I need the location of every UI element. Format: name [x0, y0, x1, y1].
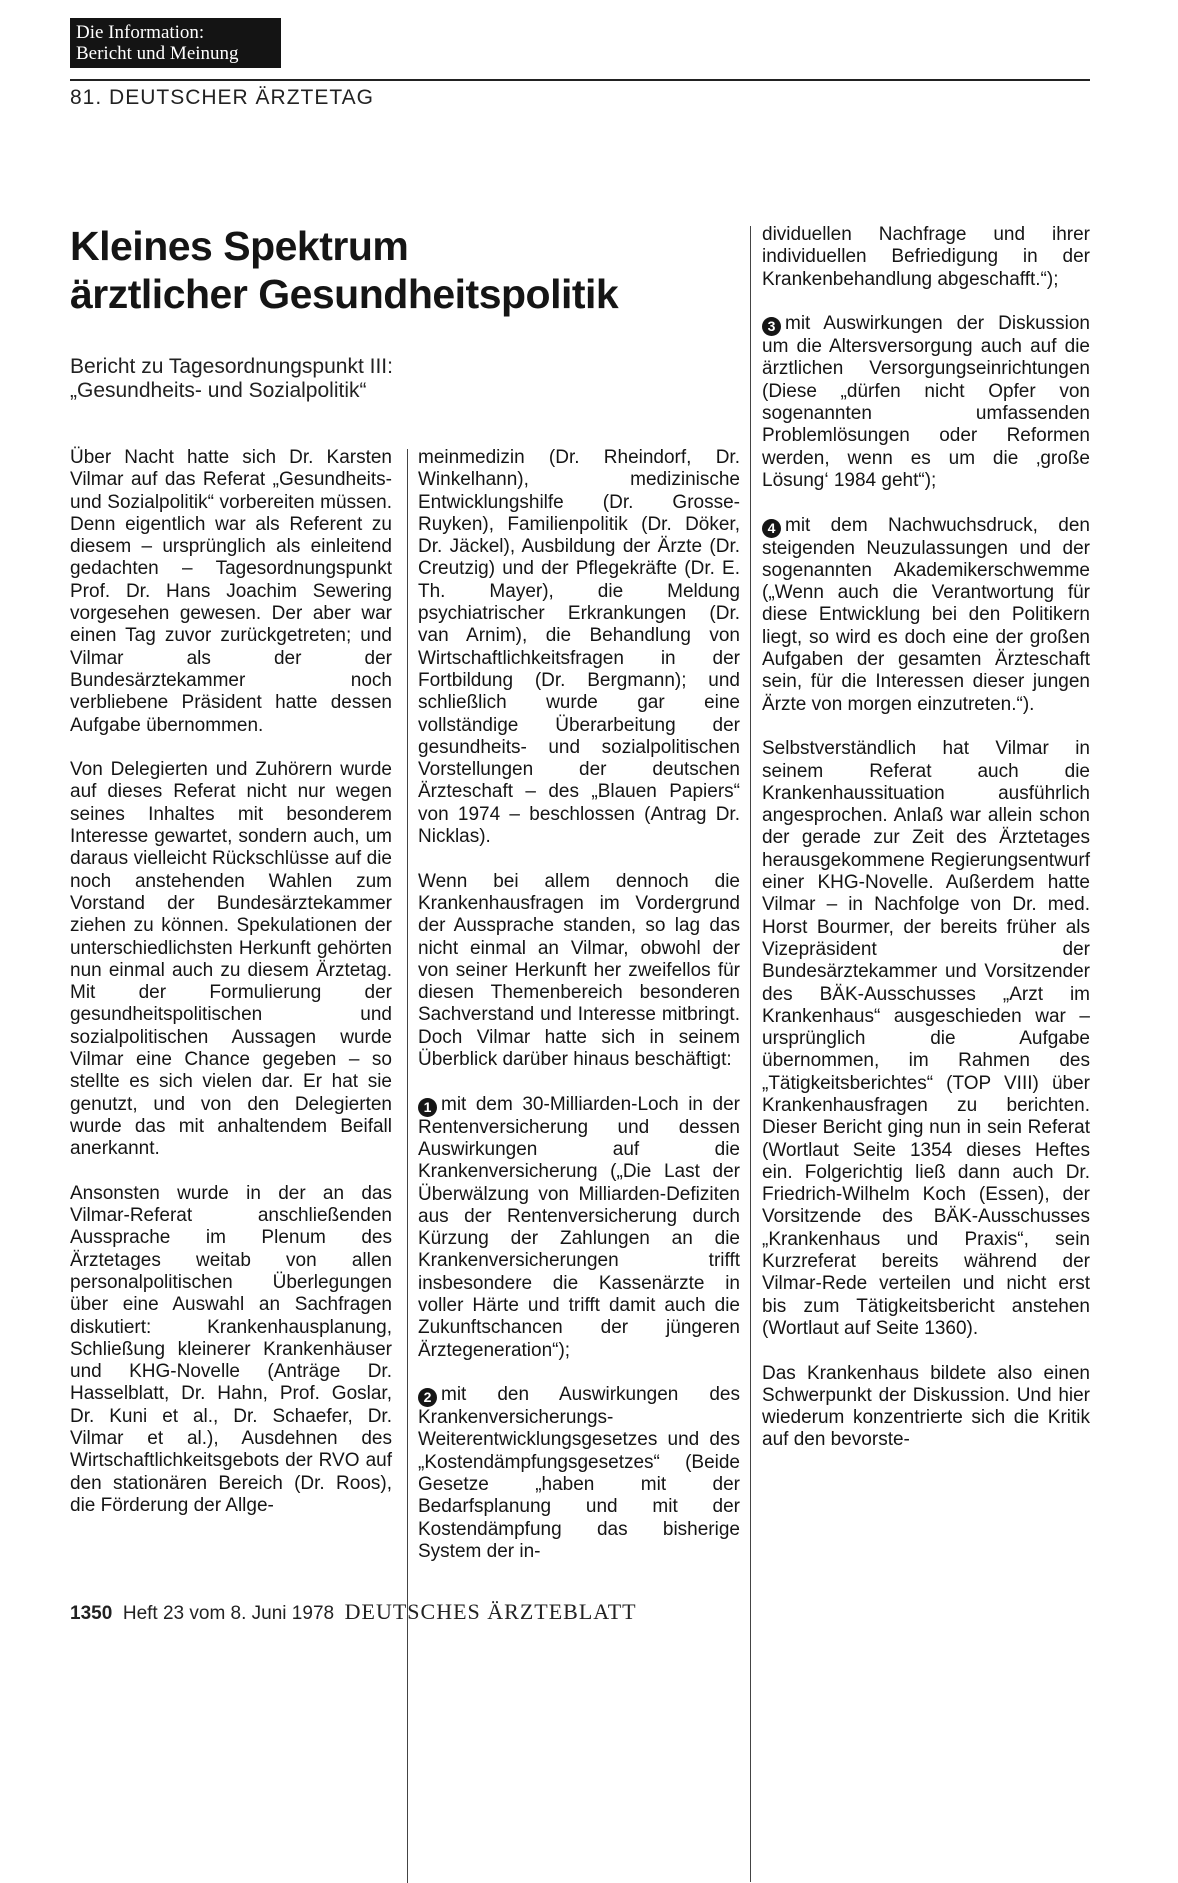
paragraph: Ansonsten wurde in der an das Vilmar-Referat anschließenden Aussprache im Plenum des Ärztetages weitab von allen personalpolitischen Überlegungen über eine Auswahl an Sachfragen diskutiert: Krankenhausplanung, Schließung kleinerer Krankenhäuser und KHG-Novelle (Anträge Dr. Hasselblatt, Dr. Hahn, Prof. Goslar, Dr. Kuni et al., Dr. Schaefer, Dr. Vilmar et al.), Ausdehnen des Wirtschaftlichkeitsgebots der RVO auf den stationären Bereich (Dr. Roos), die Förderung der Allge-	[70, 1182, 392, 1516]
issue-info: Heft 23 vom 8. Juni 1978	[122, 1603, 335, 1624]
column-3	[762, 224, 1090, 1474]
subheadline-line2: „Gesundheits- und Sozialpolitik“	[70, 379, 367, 402]
list-item-text: mit dem 30-Milliarden-Loch in der Rentenversicherung und dessen Auswirkungen auf die Krankenversicherung („Die Last der Überwälzung von Milliarden-Defiziten aus der Rentenversicherung durch Kürzung der Zahlungen an die Krankenversicherungen trifft insbesondere die Kassenärzte in voller Härte und trifft damit auch die Zukunftschancen der jüngeren Ärztegeneration“);	[418, 1093, 740, 1361]
column-divider	[750, 226, 751, 1882]
column-2	[418, 447, 740, 1586]
page-footer	[70, 1599, 637, 1625]
page-number: 1350	[70, 1603, 113, 1624]
paragraph: meinmedizin (Dr. Rheindorf, Dr. Winkelhann), medizinische Entwicklungshilfe (Dr. Grosse-Ruyken), Familienpolitik (Dr. Döker, Dr. Jäckel), Ausbildung der Ärzte (Dr. Creutzig) und der Pflegekräfte (Dr. E. Th. Mayer), die Meldung psychiatrischer Erkrankungen (Dr. van Arnim), die Behandlung von Wirtschaftlichkeitsfragen in der Fortbildung (Dr. Bergmann); und schließlich wurde gar eine vollständige Überarbeitung der gesundheits- und sozialpolitischen Vorstellungen der deutschen Ärzteschaft – des „Blauen Papiers“ von 1974 – beschlossen (Antrag Dr. Nicklas).	[418, 447, 740, 848]
section-tag-line2: Bericht und Meinung	[76, 43, 239, 64]
list-item-text: mit Auswirkungen der Diskussion um die Altersversorgung auch auf die ärztlichen Versorgungseinrichtungen (Diese „dürfen nicht Opfer von sogenannten umfassenden Problemlösungen oder Reformen werden, wenn es um die ‚große Lösung‘ 1984 geht“);	[762, 313, 1090, 491]
headline-line2: ärztlicher Gesundheitspolitik	[70, 271, 619, 317]
list-item-text: mit den Auswirkungen des Krankenversicherungs-Weiterentwicklungsgesetzes und des „Kostendämpfungsgesetzes“ (Beide Gesetze „haben mit der Bedarfsplanung und mit der Kostendämpfung das bisherige System der in-	[418, 1384, 740, 1562]
paragraph: Das Krankenhaus bildete also einen Schwerpunkt der Diskussion. Und hier wiederum konzentrierte sich die Kritik auf den bevorste-	[762, 1362, 1090, 1451]
header-rule	[70, 79, 1090, 81]
list-item	[762, 515, 1090, 716]
kicker: 81. DEUTSCHER ÄRZTETAG	[70, 86, 374, 109]
paragraph: Selbstverständlich hat Vilmar in seinem Referat auch die Krankenhaussituation ausführlich angesprochen. Anlaß war allein schon der gerade zur Zeit des Ärztetages herausgekommene Regierungsentwurf einer KHG-Novelle. Außerdem hatte Vilmar – in Nachfolge von Dr. med. Horst Bourmer, der bereits früher als Vizepräsident der Bundesärztekammer und Vorsitzender des BÄK-Ausschusses „Arzt im Krankenhaus“ ausgeschieden war – ursprünglich die Aufgabe übernommen, im Rahmen des „Tätigkeitsberichtes“ (TOP VIII) über Krankenhausfragen zu berichten. Dieser Bericht ging nun in sein Referat (Wortlaut Seite 1354 dieses Heftes ein. Folgerichtig ließ dann auch Dr. Friedrich-Wilhelm Koch (Essen), der Vorsitzende des BÄK-Ausschusses „Krankenhaus und Praxis“, sein Kurzreferat bereits während der Vilmar-Rede verteilen und nicht erst bis zum Tätigkeitsbericht anstehen (Wortlaut auf Seite 1360).	[762, 738, 1090, 1339]
subheadline-line1: Bericht zu Tagesordnungspunkt III:	[70, 355, 393, 378]
headline	[70, 222, 710, 318]
paragraph: Von Delegierten und Zuhörern wurde auf dieses Referat nicht nur wegen seines Inhaltes mit besonderem Interesse gewartet, sondern auch, um daraus vielleicht Rückschlüsse auf die noch anstehenden Wahlen zum Vorstand der Bundesärztekammer ziehen zu können. Spekulationen der unterschiedlichsten Herkunft gehörten nun einmal auch zu diesem Ärztetag. Mit der Formulierung der gesundheitspolitischen und sozialpolitischen Aussagen wurde Vilmar eine Chance gegeben – so stellte es sich vielen dar. Er hat sie genutzt, und von den Delegierten wurde das mit anhaltendem Beifall anerkannt.	[70, 759, 392, 1160]
number-bullet-icon: 4	[762, 519, 781, 538]
number-bullet-icon: 1	[418, 1098, 437, 1117]
column-1	[70, 447, 392, 1540]
column-divider	[407, 449, 408, 1883]
list-item-text: mit dem Nachwuchsdruck, den steigenden Neuzulassungen und der sogenannten Akademikerschwemme („Wenn auch die Verantwortung für diese Entwicklung bei den Politikern liegt, so wird es doch eine der großen Aufgaben der gesamten Ärzteschaft sein, für die Interessen dieser jungen Ärzte von morgen einzutreten.“).	[762, 514, 1090, 715]
subheadline	[70, 355, 670, 403]
list-item	[762, 313, 1090, 492]
number-bullet-icon: 2	[418, 1388, 437, 1407]
number-bullet-icon: 3	[762, 317, 781, 336]
paragraph: Über Nacht hatte sich Dr. Karsten Vilmar auf das Referat „Gesundheits- und Sozialpolitik“ vorbereiten müssen. Denn eigentlich war als Referent zu diesem – ursprünglich als einleitend gedachten – Tagesordnungspunkt Prof. Dr. Hans Joachim Sewering vorgesehen gewesen. Der aber war einen Tag zuvor zurückgetreten; und Vilmar als der der Bundesärztekammer noch verbliebene Präsident hatte dessen Aufgabe übernommen.	[70, 447, 392, 736]
headline-line1: Kleines Spektrum	[70, 223, 409, 269]
paragraph: dividuellen Nachfrage und ihrer individuellen Befriedigung in der Krankenbehandlung abgeschafft.“);	[762, 224, 1090, 290]
paragraph: Wenn bei allem dennoch die Krankenhausfragen im Vordergrund der Aussprache standen, so lag das nicht einmal an Vilmar, obwohl der von seiner Herkunft her zweifellos für diesen Themenbereich besonderen Sachverstand und Interesse mitbringt. Doch Vilmar hatte sich in seinem Überblick darüber hinaus beschäftigt:	[418, 870, 740, 1071]
list-item	[418, 1384, 740, 1563]
list-item	[418, 1094, 740, 1362]
section-tag	[70, 18, 281, 68]
section-tag-line1: Die Information:	[76, 22, 205, 43]
magazine-name: DEUTSCHES ÄRZTEBLATT	[344, 1599, 637, 1624]
